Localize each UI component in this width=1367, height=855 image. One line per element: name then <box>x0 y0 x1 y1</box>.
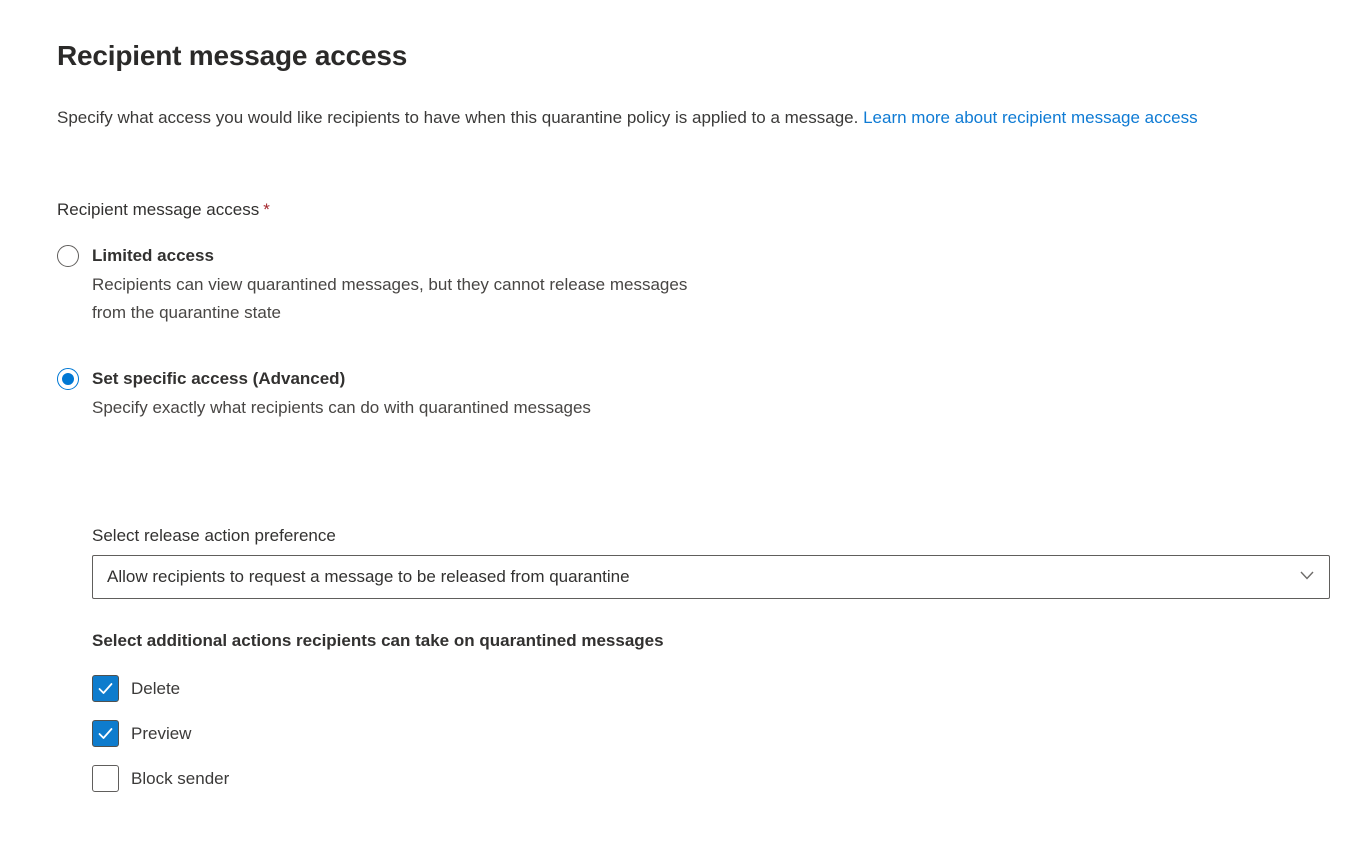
additional-actions-label: Select additional actions recipients can take on quarantined messages <box>92 631 664 650</box>
radio-option-label: Limited access <box>92 246 214 265</box>
checkbox-block-sender[interactable] <box>92 765 119 792</box>
checkbox-label-preview: Preview <box>131 723 192 743</box>
radio-option-limited-access[interactable] <box>57 244 1327 327</box>
radio-option-description-line1: Specify exactly what recipients can do with quarantined messages <box>92 398 591 417</box>
release-action-label: Select release action preference <box>92 526 336 545</box>
radio-button-limited-access[interactable] <box>57 245 79 267</box>
checkbox-row-delete[interactable] <box>92 675 1327 702</box>
checkbox-label-block-sender: Block sender <box>131 768 230 788</box>
radio-option-set-specific-access[interactable] <box>57 367 1327 422</box>
radio-group-label-text: Recipient message access <box>57 200 260 219</box>
radio-group-label <box>57 200 1327 220</box>
checkbox-preview[interactable] <box>92 720 119 747</box>
chevron-down-icon <box>1299 567 1315 588</box>
checkmark-icon <box>97 680 114 697</box>
checkbox-delete[interactable] <box>92 675 119 702</box>
radio-option-body <box>92 367 591 422</box>
radio-button-set-specific-access[interactable] <box>57 368 79 390</box>
release-action-dropdown[interactable] <box>92 555 1330 599</box>
page-description-text: Specify what access you would like recipients to have when this quarantine policy is applied to a message. <box>57 108 859 127</box>
radio-option-description-line2: from the quarantine state <box>92 303 282 322</box>
radio-option-description-line1: Recipients can view quarantined messages, but they cannot release messages <box>92 275 688 294</box>
learn-more-link[interactable]: Learn more about recipient message access <box>863 108 1198 127</box>
checkmark-icon <box>97 725 114 742</box>
release-action-dropdown-value: Allow recipients to request a message to be released from quarantine <box>107 567 630 586</box>
checkbox-row-block-sender[interactable] <box>92 765 1327 792</box>
checkbox-label-delete: Delete <box>131 678 181 698</box>
page-description <box>57 104 1267 132</box>
page-title: Recipient message access <box>57 40 408 71</box>
advanced-options-section <box>92 524 1327 792</box>
required-asterisk: * <box>263 200 270 219</box>
radio-option-label: Set specific access (Advanced) <box>92 369 346 388</box>
radio-option-body <box>92 244 687 327</box>
checkbox-row-preview[interactable] <box>92 720 1327 747</box>
